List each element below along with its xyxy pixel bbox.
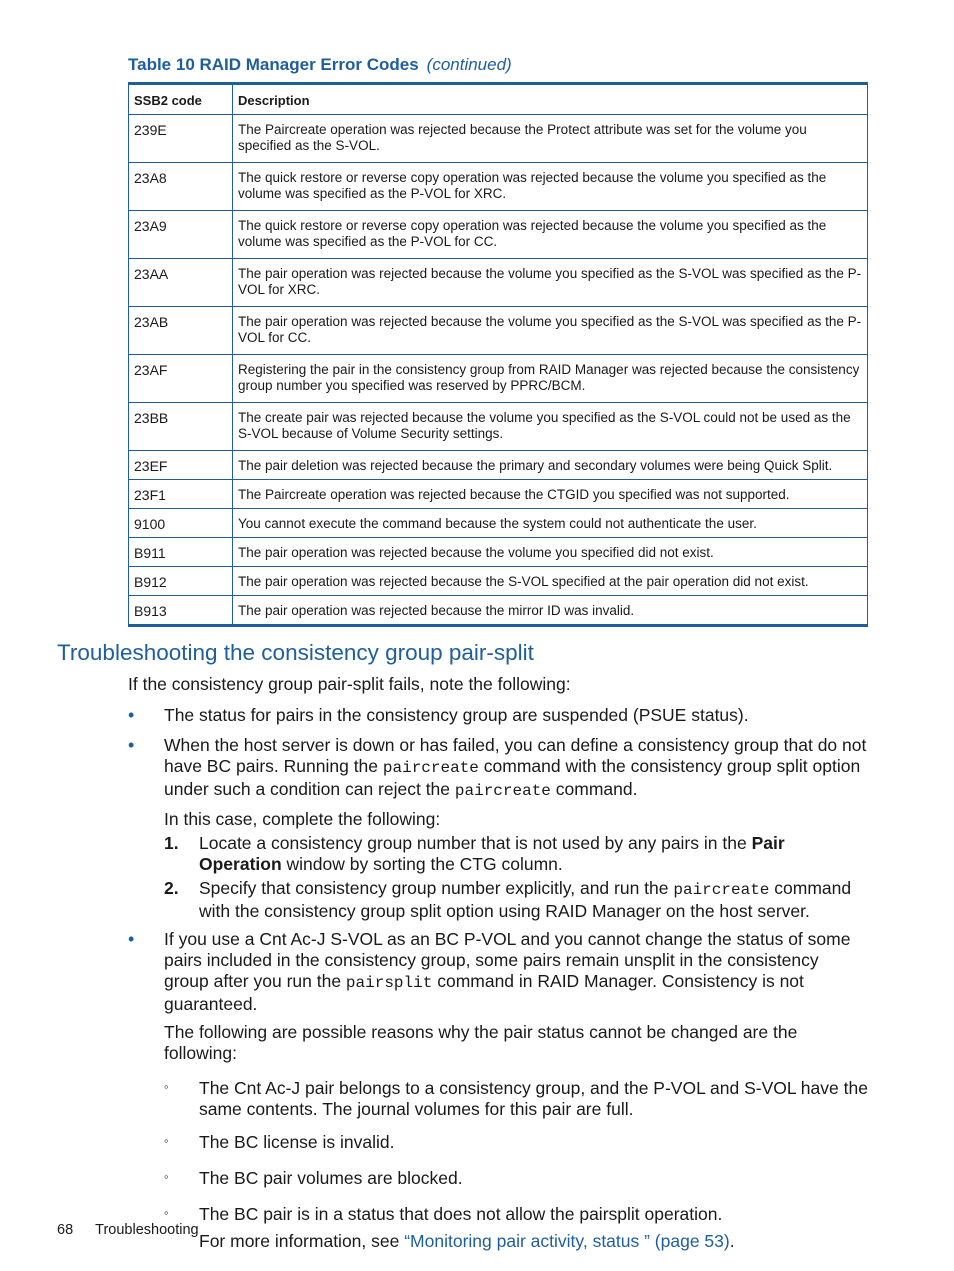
circle-bullet-icon: ◦ — [164, 1169, 169, 1184]
reason-text: The BC pair is in a status that does not allow the pairsplit operation. — [199, 1204, 723, 1224]
step-text — [199, 878, 868, 922]
text-run: window by sorting the CTG column. — [281, 854, 563, 874]
bullet-item — [128, 735, 868, 922]
table-row — [129, 307, 868, 355]
table-row — [129, 163, 868, 211]
description-cell: The Paircreate operation was rejected because the CTGID you specified was not supported. — [233, 480, 868, 509]
section-body — [128, 674, 868, 1252]
step-number: 1. — [164, 833, 179, 853]
text-run: command with the consistency group split option under such a condition can reject the — [164, 756, 861, 799]
table-caption — [128, 55, 512, 75]
page-number: 68 — [57, 1222, 74, 1238]
circle-bullet-icon: ◦ — [164, 1133, 169, 1148]
reason-item — [164, 1132, 868, 1153]
table-continued-label: (continued) — [426, 55, 512, 74]
circle-bullet-icon: ◦ — [164, 1205, 169, 1220]
table-row — [129, 355, 868, 403]
description-cell: You cannot execute the command because the system could not authenticate the user. — [233, 509, 868, 538]
code-paircreate: paircreate — [673, 881, 770, 899]
text-run: command with the consistency group split option using RAID Manager on the host server. — [199, 878, 852, 921]
bullet-text: The status for pairs in the consistency group are suspended (PSUE status). — [164, 705, 749, 725]
table-row — [129, 567, 868, 596]
table-row — [129, 538, 868, 567]
table-row — [129, 259, 868, 307]
code-cell: B912 — [129, 567, 233, 596]
code-cell: 23EF — [129, 451, 233, 480]
reason-text: The BC pair volumes are blocked. — [199, 1168, 463, 1188]
text-run: If you use a Cnt Ac-J S-VOL as an BC P-VOL and you cannot change the status of some pairs included in the consistency group, some pairs remain unsplit in the consistency group after you run the — [164, 929, 851, 991]
header-ssb2-code: SSB2 code — [129, 84, 233, 115]
error-codes-table — [128, 82, 868, 627]
code-pairsplit: pairsplit — [345, 974, 433, 992]
section-heading: Troubleshooting the consistency group pair-split — [57, 640, 534, 665]
description-cell: The quick restore or reverse copy operation was rejected because the volume you specified as the volume was specified as the P-VOL for XRC. — [233, 163, 868, 211]
bullet-item — [128, 929, 868, 1252]
intro-paragraph: If the consistency group pair-split fails, note the following: — [128, 674, 571, 694]
code-cell: 23AF — [129, 355, 233, 403]
table-row — [129, 509, 868, 538]
step-item — [164, 833, 868, 875]
description-cell: The create pair was rejected because the volume you specified as the S-VOL could not be used as the S-VOL because of Volume Security settings. — [233, 403, 868, 451]
code-cell: B911 — [129, 538, 233, 567]
reason-item — [164, 1078, 868, 1120]
bullet-text — [164, 735, 868, 802]
step-item — [164, 878, 868, 922]
reason-item — [164, 1168, 868, 1189]
header-description: Description — [233, 84, 868, 115]
table-row — [129, 115, 868, 163]
table-row — [129, 451, 868, 480]
text-run: Locate a consistency group number that is not used by any pairs in the — [199, 833, 752, 853]
circle-bullet-icon: ◦ — [164, 1079, 169, 1094]
description-cell: The pair operation was rejected because the volume you specified as the S-VOL was specified as the P-VOL for CC. — [233, 307, 868, 355]
code-cell: 9100 — [129, 509, 233, 538]
bullet-text — [164, 929, 868, 1015]
description-cell: Registering the pair in the consistency group from RAID Manager was rejected because the consistency group number you specified was reserved by PPRC/BCM. — [233, 355, 868, 403]
description-cell: The pair deletion was rejected because the primary and secondary volumes were being Quick Split. — [233, 451, 868, 480]
description-cell: The Paircreate operation was rejected because the Protect attribute was set for the volume you specified as the S-VOL. — [233, 115, 868, 163]
text-run: . — [729, 1231, 735, 1251]
code-cell: 23AA — [129, 259, 233, 307]
text-run: command in RAID Manager. Consistency is not guaranteed. — [164, 971, 804, 1014]
table-row — [129, 596, 868, 626]
description-cell: The pair operation was rejected because the mirror ID was invalid. — [233, 596, 868, 626]
bullet-icon: • — [128, 705, 135, 725]
chapter-name: Troubleshooting — [95, 1222, 199, 1238]
more-info-paragraph — [199, 1231, 868, 1252]
code-cell: 23F1 — [129, 480, 233, 509]
text-run: When the host server is down or has failed, you can define a consistency group that do not have BC pairs. Running the — [164, 735, 867, 776]
reason-text: The BC license is invalid. — [199, 1132, 395, 1152]
description-cell: The pair operation was rejected because the volume you specified did not exist. — [233, 538, 868, 567]
code-cell: 23A9 — [129, 211, 233, 259]
step-number: 2. — [164, 878, 179, 898]
code-cell: 23A8 — [129, 163, 233, 211]
text-run: Specify that consistency group number explicitly, and run the — [199, 878, 674, 898]
description-cell: The quick restore or reverse copy operation was rejected because the volume you specified as the volume was specified as the P-VOL for CC. — [233, 211, 868, 259]
bullet-icon: • — [128, 735, 135, 755]
text-run: For more information, see — [199, 1231, 405, 1251]
code-paircreate: paircreate — [454, 782, 551, 800]
description-cell: The pair operation was rejected because the volume you specified as the S-VOL was specified as the P-VOL for XRC. — [233, 259, 868, 307]
table-header-row — [129, 84, 868, 115]
reason-text: The Cnt Ac-J pair belongs to a consistency group, and the P-VOL and S-VOL have the same contents. The journal volumes for this pair are full. — [199, 1078, 868, 1119]
table-title: Table 10 RAID Manager Error Codes — [128, 55, 419, 74]
page-footer — [57, 1222, 199, 1238]
step-text — [199, 833, 868, 875]
description-cell: The pair operation was rejected because the S-VOL specified at the pair operation did not exist. — [233, 567, 868, 596]
monitoring-pair-activity-link[interactable]: “Monitoring pair activity, status ” (page 53) — [404, 1231, 730, 1251]
text-run: command. — [550, 779, 638, 799]
table-row — [129, 480, 868, 509]
table-row — [129, 211, 868, 259]
code-cell: 239E — [129, 115, 233, 163]
bullet-icon: • — [128, 929, 135, 949]
code-cell: B913 — [129, 596, 233, 626]
reason-item — [164, 1204, 868, 1252]
code-paircreate: paircreate — [382, 759, 479, 777]
table-row — [129, 403, 868, 451]
code-cell: 23BB — [129, 403, 233, 451]
pair-operation-label: Pair Operation — [199, 833, 785, 874]
case-paragraph: In this case, complete the following: — [164, 809, 441, 829]
code-cell: 23AB — [129, 307, 233, 355]
reasons-paragraph: The following are possible reasons why the pair status cannot be changed are the following: — [164, 1022, 798, 1063]
bullet-item — [128, 705, 868, 726]
